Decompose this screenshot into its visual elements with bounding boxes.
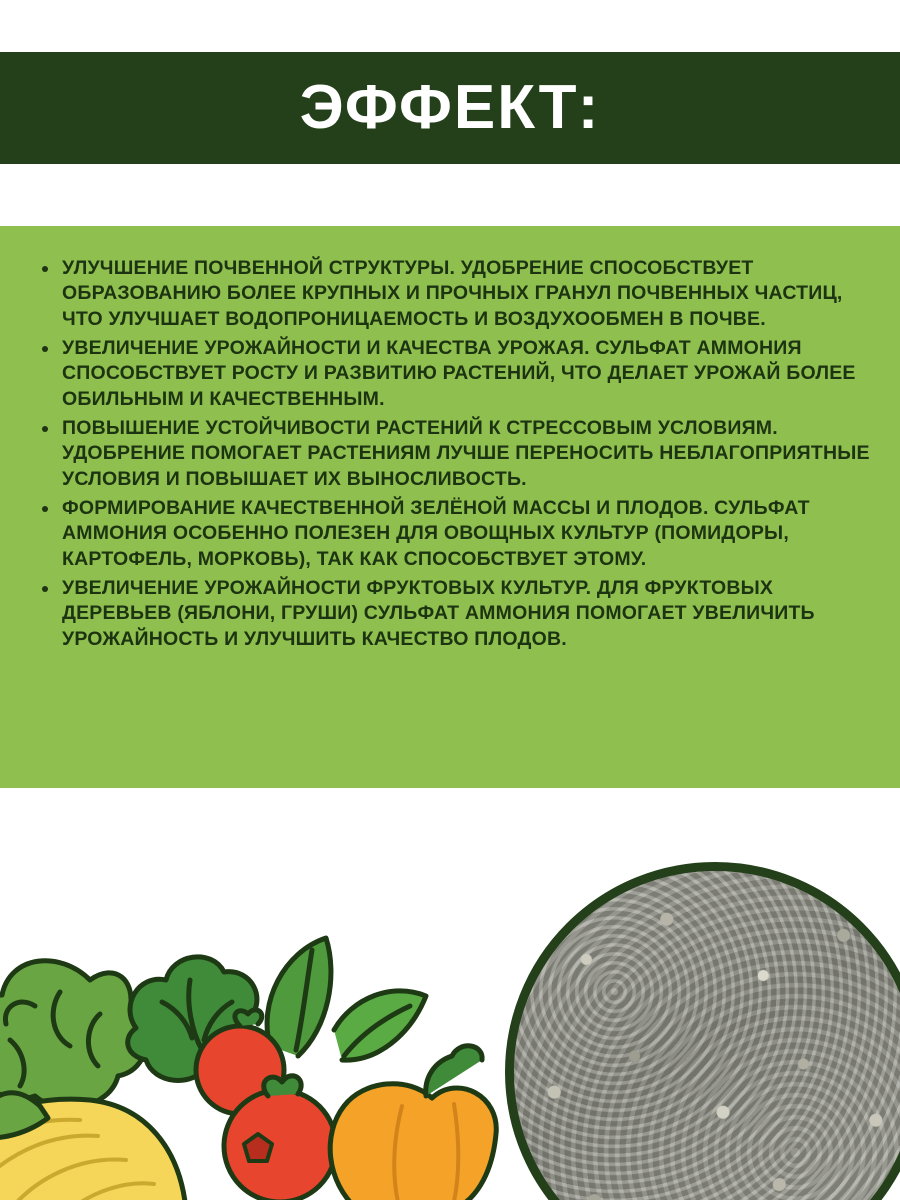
- list-item: УВЕЛИЧЕНИЕ УРОЖАЙНОСТИ И КАЧЕСТВА УРОЖАЯ. СУЛЬФАТ АММОНИЯ СПОСОБСТВУЕТ РОСТУ И РАЗВИТИЮ РАСТЕНИЙ, ЧТО ДЕЛАЕТ УРОЖАЙ БОЛЕЕ ОБИЛЬНЫМ И КАЧЕСТВЕННЫМ.: [22, 336, 878, 412]
- top-white-margin: [0, 0, 900, 52]
- header-panel-gap: [0, 164, 900, 226]
- bottom-imagery-area: [0, 800, 900, 1200]
- fertilizer-granules-photo-icon: [505, 862, 900, 1200]
- list-item: ПОВЫШЕНИЕ УСТОЙЧИВОСТИ РАСТЕНИЙ К СТРЕССОВЫМ УСЛОВИЯМ. УДОБРЕНИЕ ПОМОГАЕТ РАСТЕНИЯМ ЛУЧШЕ ПЕРЕНОСИТЬ НЕБЛАГОПРИЯТНЫЕ УСЛОВИЯ И ПОВЫШАЕТ ИХ ВЫНОСЛИВОСТЬ.: [22, 416, 878, 492]
- effects-list: [22, 256, 878, 652]
- granules-texture: [514, 871, 900, 1200]
- effects-panel: [0, 226, 900, 788]
- page-title: ЭФФЕКТ:: [299, 73, 601, 142]
- list-item: УВЕЛИЧЕНИЕ УРОЖАЙНОСТИ ФРУКТОВЫХ КУЛЬТУР. ДЛЯ ФРУКТОВЫХ ДЕРЕВЬЕВ (ЯБЛОНИ, ГРУШИ) СУЛЬФАТ АММОНИЯ ПОМОГАЕТ УВЕЛИЧИТЬ УРОЖАЙНОСТЬ И УЛУЧШИТЬ КАЧЕСТВО ПЛОДОВ.: [22, 576, 878, 652]
- vegetables-illustration-icon: [0, 910, 500, 1200]
- list-item: УЛУЧШЕНИЕ ПОЧВЕННОЙ СТРУКТУРЫ. УДОБРЕНИЕ СПОСОБСТВУЕТ ОБРАЗОВАНИЮ БОЛЕЕ КРУПНЫХ И ПРОЧНЫХ ГРАНУЛ ПОЧВЕННЫХ ЧАСТИЦ, ЧТО УЛУЧШАЕТ ВОДОПРОНИЦАЕМОСТЬ И ВОЗДУХООБМЕН В ПОЧВЕ.: [22, 256, 878, 332]
- header-banner: [0, 52, 900, 164]
- list-item: ФОРМИРОВАНИЕ КАЧЕСТВЕННОЙ ЗЕЛЁНОЙ МАССЫ И ПЛОДОВ. СУЛЬФАТ АММОНИЯ ОСОБЕННО ПОЛЕЗЕН ДЛЯ ОВОЩНЫХ КУЛЬТУР (ПОМИДОРЫ, КАРТОФЕЛЬ, МОРКОВЬ), ТАК КАК СПОСОБСТВУЕТ ЭТОМУ.: [22, 496, 878, 572]
